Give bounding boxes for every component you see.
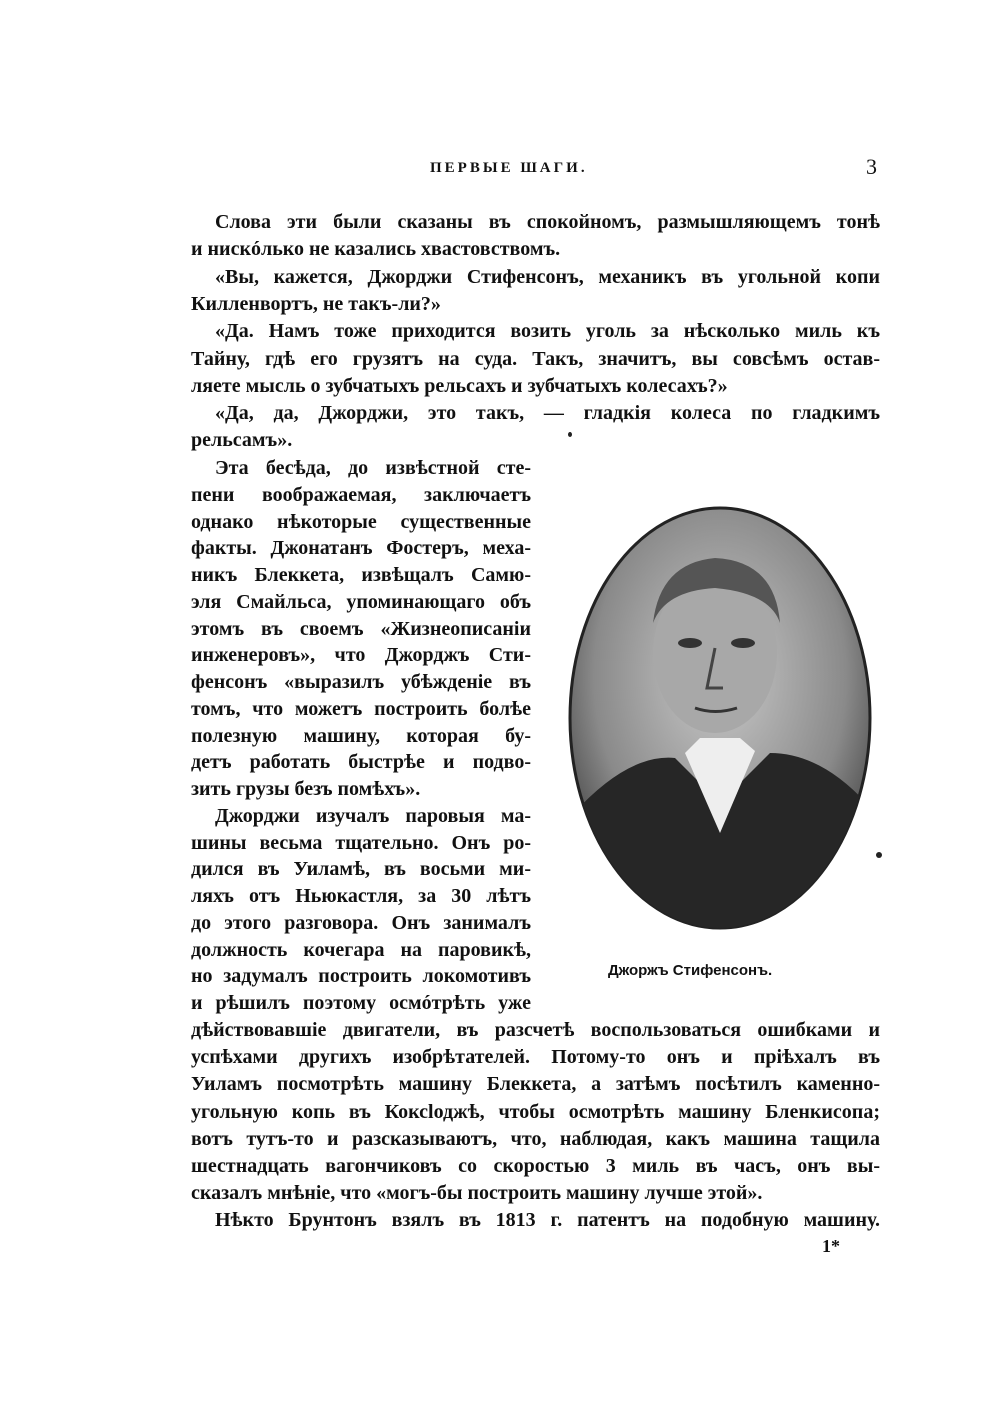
text-line: угольную копь въ Коксlоджѣ, чтобы осмотрѣть машину Бленкисопа; <box>191 1100 880 1123</box>
text-line: шины весьма тщательно. Онъ ро- <box>191 831 531 854</box>
text-line: «Да, да, Джорджи, это такъ, — гладкія колеса по гладкимъ <box>215 402 880 425</box>
text-line: детъ работать быстрѣе и подво- <box>191 751 531 774</box>
text-line: Нѣкто Брунтонъ взялъ въ 1813 г. патентъ на подобную машину. <box>215 1209 880 1232</box>
text-line: томъ, что можетъ построить болѣе <box>191 697 531 720</box>
text-line: Килленвортъ, не такъ-ли?» <box>191 292 441 315</box>
text-line: «Да. Намъ тоже приходится возить уголь за нѣсколько миль къ <box>215 320 880 343</box>
text-line: инженеровъ», что Джорджъ Сти- <box>191 644 531 667</box>
text-line: и рѣшилъ поэтому осмóтрѣть уже <box>191 992 531 1014</box>
text-line: успѣхами другихъ изобрѣтателей. Потому-то онъ и пріѣхалъ въ <box>191 1046 880 1069</box>
text-line: до этого разговора. Онъ занималъ <box>191 911 531 934</box>
page-number: 3 <box>866 154 877 179</box>
portrait-engraving <box>565 503 875 933</box>
text-line: факты. Джонатанъ Фостеръ, меха- <box>191 537 531 560</box>
text-line: ляете мысль о зубчатыхъ рельсахъ и зубчатыхъ колесахъ?» <box>191 374 728 397</box>
text-line: Джорджи изучалъ паровыя ма- <box>215 804 531 827</box>
text-line: рельсамъ». <box>191 429 293 452</box>
signature-mark: 1* <box>822 1236 840 1256</box>
text-line: сказалъ мнѣніе, что «могъ-бы построить машину лучше этой». <box>191 1182 763 1205</box>
text-line: но задумалъ построить локомотивъ <box>191 965 531 988</box>
portrait-caption: Джоржъ Стифенсонъ. <box>608 962 773 979</box>
text-line: «Вы, кажется, Джорджи Стифенсонъ, механикъ въ угольной копи <box>215 265 880 288</box>
text-line: этомъ въ своемъ «Жизнеописаніи <box>191 617 531 640</box>
text-line: дѣйствовавшіе двигатели, въ разсчетѣ воспользоваться ошибками и <box>191 1019 880 1041</box>
text-line: Уиламъ посмотрѣть машину Блеккета, а затѣмъ посѣтилъ каменно- <box>191 1073 880 1096</box>
text-line: полезную машину, которая бу- <box>191 724 531 747</box>
text-line: фенсонъ «выразилъ убѣжденіе въ <box>191 671 531 693</box>
text-line: должность кочегара на паровикѣ, <box>191 938 531 961</box>
running-title: ПЕРВЫЕ ШАГИ. <box>430 160 588 176</box>
text-line: Эта бесѣда, до извѣстной сте- <box>215 457 531 479</box>
scan-speck <box>568 432 572 437</box>
text-line: Слова эти были сказаны въ спокойномъ, размышляющемъ тонѣ <box>215 211 880 233</box>
text-line: пени воображаемая, заключаетъ <box>191 483 531 506</box>
text-line: ляхъ отъ Ньюкастля, за 30 лѣтъ <box>191 885 531 907</box>
text-line: однако нѣкоторые существенные <box>191 510 531 533</box>
text-line: никъ Блеккета, извѣщалъ Самю- <box>191 564 531 586</box>
text-line: вотъ тутъ-то и разсказываютъ, что, наблюдая, какъ машина тащила <box>191 1127 880 1150</box>
text-line: зить грузы безъ помѣхъ». <box>191 778 421 800</box>
scan-speck <box>876 852 882 858</box>
text-line: эля Смайльса, упоминающаго объ <box>191 590 531 613</box>
text-line: дился въ Уиламѣ, въ восьми ми- <box>191 858 531 881</box>
text-line: Тайну, гдѣ его грузятъ на суда. Такъ, значитъ, вы совсѣмъ остав- <box>191 347 880 370</box>
text-line: и нискóлько не казались хвастовствомъ. <box>191 238 561 261</box>
text-line: шестнадцать вагончиковъ со скоростью 3 миль въ часъ, онъ вы- <box>191 1155 880 1177</box>
